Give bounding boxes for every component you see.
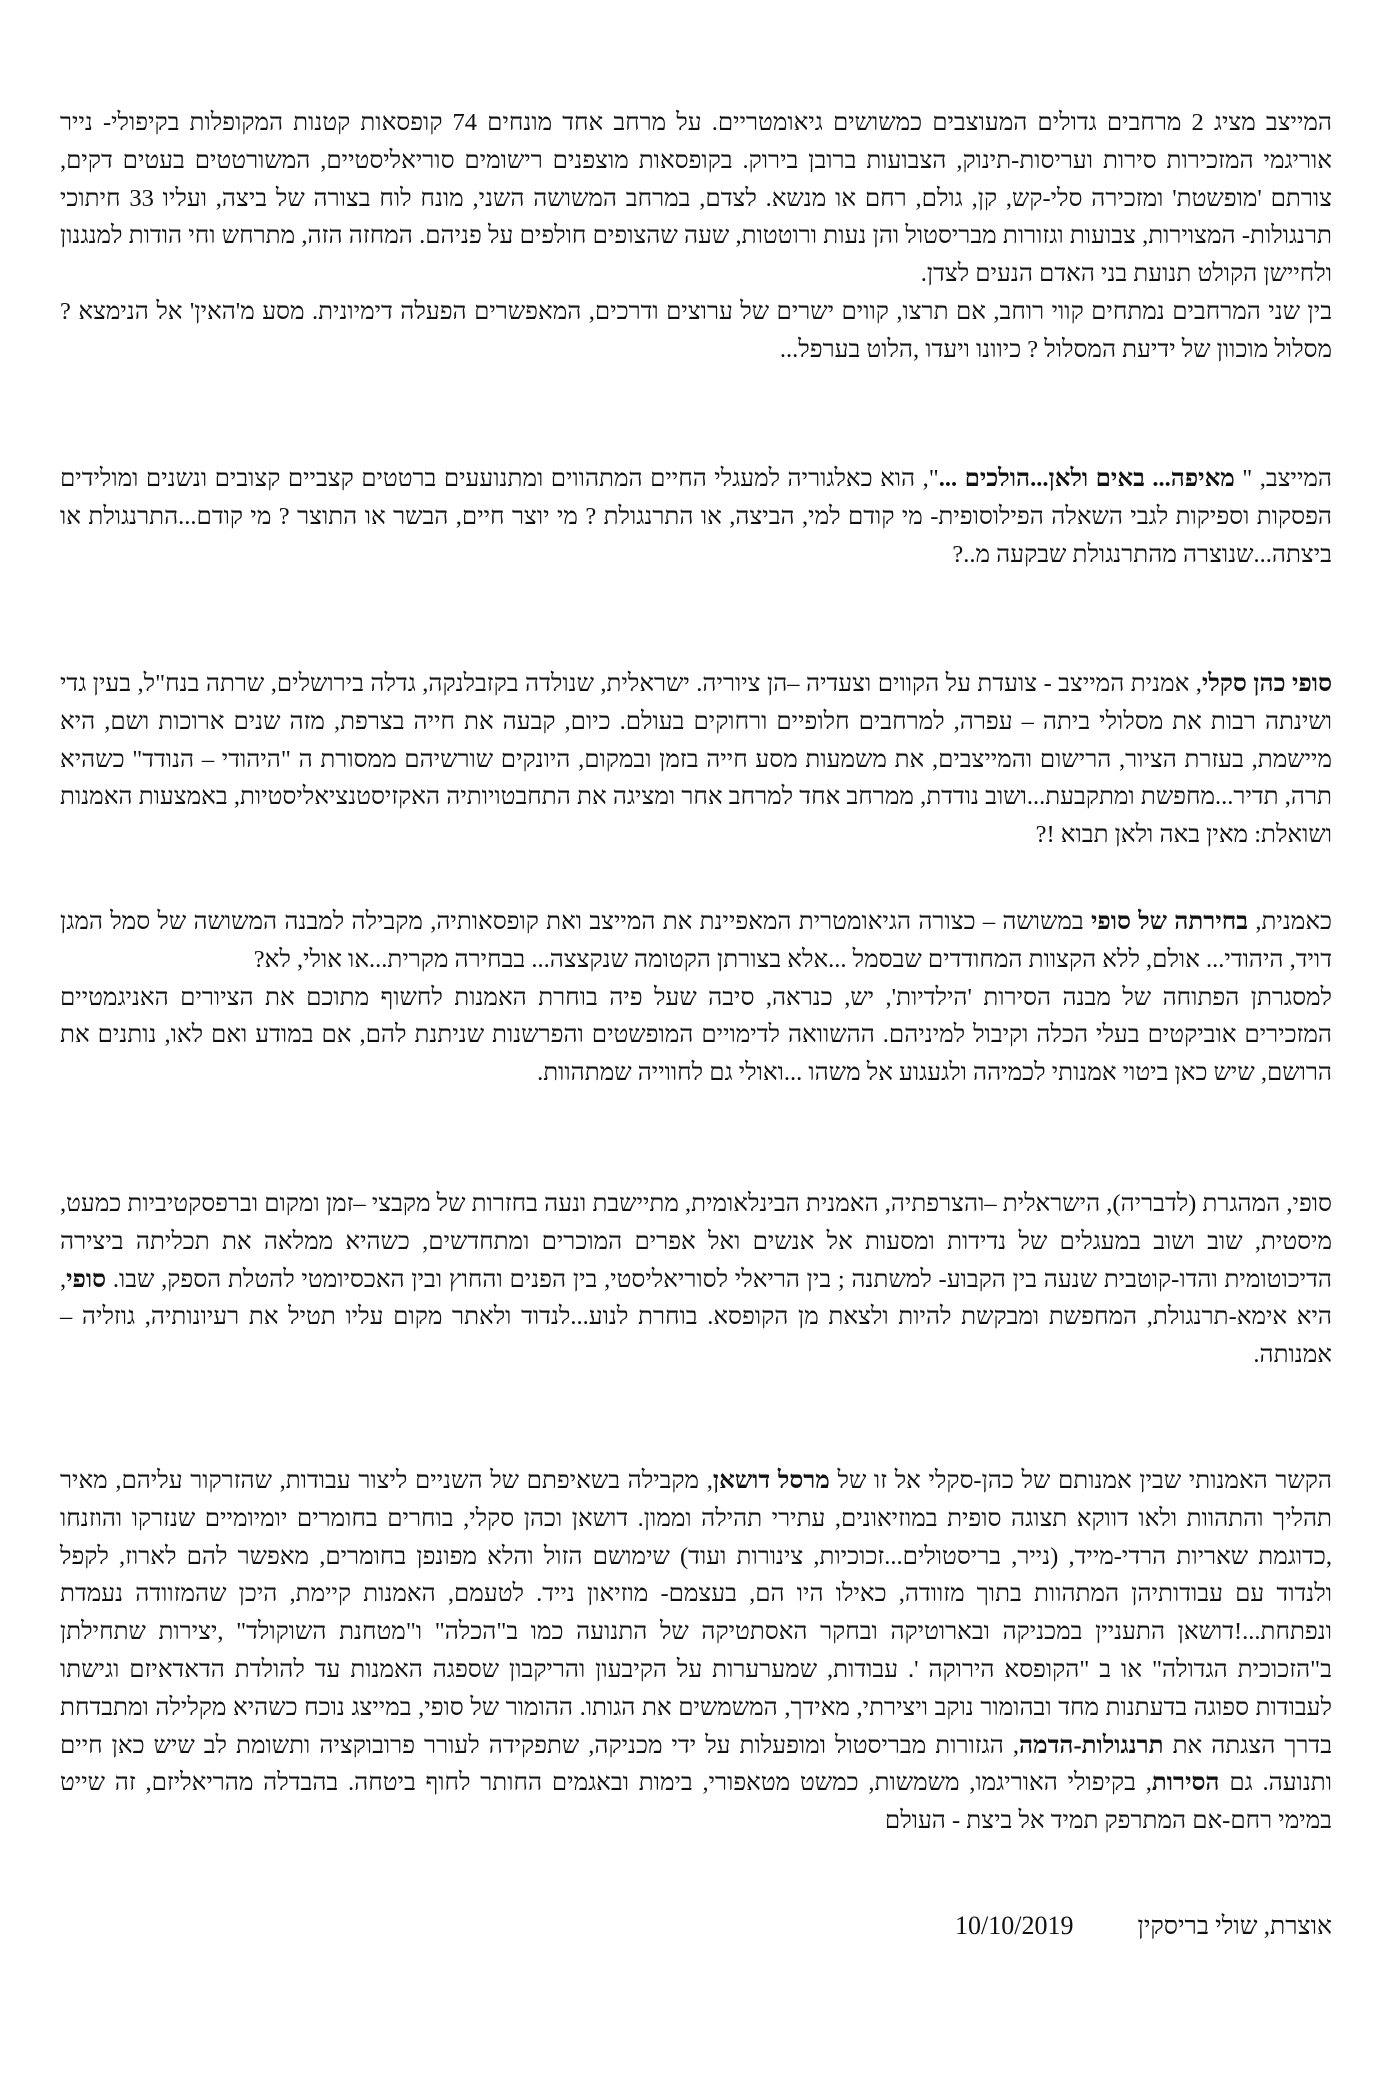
duchamp-body-2: , מקבילה בשאיפתם של השניים ליצור עבודות, שהזרקור עליהם, מאיר תהליך והתהוות ולאו דווקא תצוגה סופית במוזיאונים, עתירי תהילה וממון. דושאן וכהן סקלי, בוחרים בחומרים יומיומיים שנזרקו והוזנחו ,כדוגמת שאריות הרדי-מייד, (נייר, בריסטולים...זכוכיות, צינורות ועוד) שימושם הזול והלא מפונפן בחומרים, מאפשר להם לארוז, לקפל ולנדוד עם עבודותיהן המתהוות בתוך מזוודה, כאילו היו הם, בעצמם- מוזיאון נייד. לטעמם, האמנות קיימת, היכן שהמזוודה נעמדת ונפתחת...!דושאן התעניין במכניקה ובארוטיקה ובחקר האסתטיקה של התנועה כמו ב"הכלה" ו"מטחנת השוקולד" ,יצירות שתחילתן ב"הזכוכית הגדולה" או ב "הקופסא הירוקה '. עבודות, שמערערות על הקיבעון והריקבון שספגה האמנות עד להולדת הדאדאיזם וגישתו לעבודות ספוגה בדעתנות מחד ובהומור נוקב ויצירתי, מאידך, המשמשים את הגותו. ההומור של סופי, במייצג נוכח כשהיא מקלילה ומתבדחת בדרך הצגתה את: [60, 1467, 1333, 1759]
question-body: ", הוא כאלגוריה למעגלי החיים המתהווים ומתנועעים ברטטים קצביים קצובים ונשנים ומולידים הפסקות וספיקות לגבי השאלה הפילוסופית- מי קודם למי, הביצה, או התרנגולת ? מי יוצר חיים, הבשר או התוצר ? מי קודם...התרנגולת או ביצתה...שנוצרה מהתרנגולת שבקעה מ..?: [60, 465, 1332, 568]
artist-text: [60, 665, 1332, 854]
choice-paragraph-2: למסגרתן הפתוחה של מבנה הסירות 'הילדיות', יש, כנראה, סיבה שעל פיה בוחרת האמנות לחשוף מתוכם את הציורים האניגמטיים המזכירים אוביקטים בעלי הכלה וקיבול למיניהם. ההשוואה לדימויים המופשטים והפרשנות שניתנת להם, אם במודע ואם לאו, נותנים את הרושם, שיש כאן ביטוי אמנותי לכמיהה ולגעגוע אל משהו ...ואולי גם לחווייה שמתהוות.: [60, 983, 1332, 1087]
duchamp-text: [60, 1462, 1332, 1840]
question-text: [60, 460, 1332, 573]
choice-prefix: כאמנית,: [1248, 908, 1332, 935]
question-prefix: המייצב, ": [1234, 465, 1332, 492]
sofi-body-1: סופי, המהגרת (לדבריה), הישראלית –והצרפתיה, האמנית הבינלאומית, מתיישבת ונעה בחזרות של מקבצי –זמן ומקום וברפסקטיביות כמעט, מיסטית, שוב ושוב במעגלים של נדידות ומסעות אל אנשים ואל אפרים המוכרים ומתחדשים, כשהיא ממלאה את תכליתה ביצירה הדיכוטומית והדו-קוטבית שנעה בין הקבוע- למשתנה ; בין הריאלי לסוריאליסטי, בין הפנים והחוץ ובין האכסיומטי להטלת הספק, שבו.: [60, 1190, 1332, 1293]
signature-date: 10/10/2019: [955, 1911, 1074, 1940]
question-paragraph: [60, 460, 1332, 573]
sofi-paragraph: [60, 1185, 1332, 1374]
duchamp-paragraph: [60, 1462, 1332, 1840]
artist-paragraph: [60, 665, 1332, 854]
artist-body: , אמנית המייצב - צועדת על הקווים וצעדיה –הן ציוריה. ישראלית, שנולדה בקזבלנקה, גדלה בירושלים, שרתה בנח"ל, בעין גדי ושינתה רבות את מסלולי ביתה – עפרה, למרחבים חלופיים ורחוקים בעולם. כיום, קבעה את חייה בצרפת, מזה שנים ארוכות ושם, היא מיישמת, בעזרת הציור, הרישום והמייצבים, את משמעות מסע חייה בזמן ובמקום, היונקים שורשיהם ממסורת ה "היהודי – הנודד" כשהיא תרה, תדיר...מחפשת ומתקבעת...ושוב נודדת, ממרחב אחד למרחב אחר ומציגה את התחבטויותיה האקזיסטנציאליסטיות, באמצעות האמנות ושואלת: מאין באה ולאן תבוא !?: [60, 670, 1332, 849]
sofi-body-2: , היא אימא-תרנגולת, המחפשת ומבקשת להיות ולצאת מן הקופסא. בוחרת לנוע...לנדוד ולאתר מקום עליו תטיל את רעיונותיה, גוזליה – אמנותה.: [60, 1265, 1332, 1369]
boats-bold: הסירות: [1151, 1769, 1220, 1797]
chickens-bold: תרנגולות-הדמה: [1018, 1731, 1164, 1759]
choice-section: [60, 903, 1332, 1092]
duchamp-body-3: , הגזורות מבריסטול ומופעלות על ידי מכניקה, שתפקידה לעורר פרובוקציה ותשומת לב שיש כאן חיים ותנועה. גם: [60, 1731, 1333, 1797]
choice-paragraph-1: [60, 903, 1332, 979]
work-title: מאיפה... באים ולאן...הולכים ...: [938, 465, 1235, 492]
curator-name: אוצרת, שולי בריסקין: [1137, 1913, 1332, 1940]
duchamp-body-1: הקשר האמנותי שבין אמנותם של כהן-סקלי אל זו של: [829, 1467, 1332, 1494]
intro-section: [60, 104, 1332, 369]
sofi-bold: סופי: [66, 1265, 107, 1293]
duchamp-body-4: , בקיפולי האוריגמו, משמשות, כמשט מטאפורי, בימות ובאגמים החותר לחוף ביטחה. בהבדלה מהריאליזם, זה שייט במימי רחם-אם המתרפק תמיד אל ביצת - העולם: [60, 1769, 1332, 1835]
signature-line: [955, 1911, 1332, 1941]
artist-name: סופי כהן סקלי: [1201, 670, 1333, 697]
intro-paragraph-2: בין שני המרחבים נמתחים קווי רוחב, אם תרצו, קווים ישרים של ערוצים ודרכים, המאפשרים הפעלה דימיונית. מסע מ'האין' אל הנימצא ? מסלול מוכוון של ידיעת המסלול ? כיוונו ויעדו ,הלוט בערפל...: [60, 297, 1332, 363]
intro-paragraph-1: המייצב מציג 2 מרחבים גדולים המעוצבים כמשושים גיאומטריים. על מרחב אחד מונחים 74 קופסאות קטנות המקופלות בקיפולי- נייר אוריגמי המזכירות סירות ועריסות-תינוק, הצבועות ברובן בירוק. בקופסאות מוצפנים רישומים סוריאליסטיים, המשורטטים בעטים דקים, צורתם 'מופשטת' ומזכירה סלי-קש, קן, גולם, רחם או מנשא. לצדם, במרחב המשושה השני, מונח לוח בצורה של ביצה, ועליו 33 חיתוכי תרנגולות- המצוירות, צבועות וגזורות מבריסטול והן נעות ורוטטות, שעה שהצופים חולפים על פניהם. המחזה הזה, מתרחש וחי הודות למנגנון ולחיישן הקולט תנועת בני האדם הנעים לצדן.: [60, 109, 1332, 288]
choice-bold: בחירתה של סופי: [1090, 908, 1249, 935]
duchamp-name: מרסל דושאן: [712, 1467, 830, 1494]
choice-body: במשושה – כצורה הגיאומטרית המאפיינת את המייצב ואת קופסאותיה, מקבילה למבנה המשושה של סמל המגן דויד, היהודי... אולם, ללא הקצוות המחודדים שבסמל ...אלא בצורתן הקטומה שנקצצה... בבחירה מקרית...או אולי, לא?: [60, 908, 1332, 973]
sofi-text: [60, 1185, 1332, 1374]
